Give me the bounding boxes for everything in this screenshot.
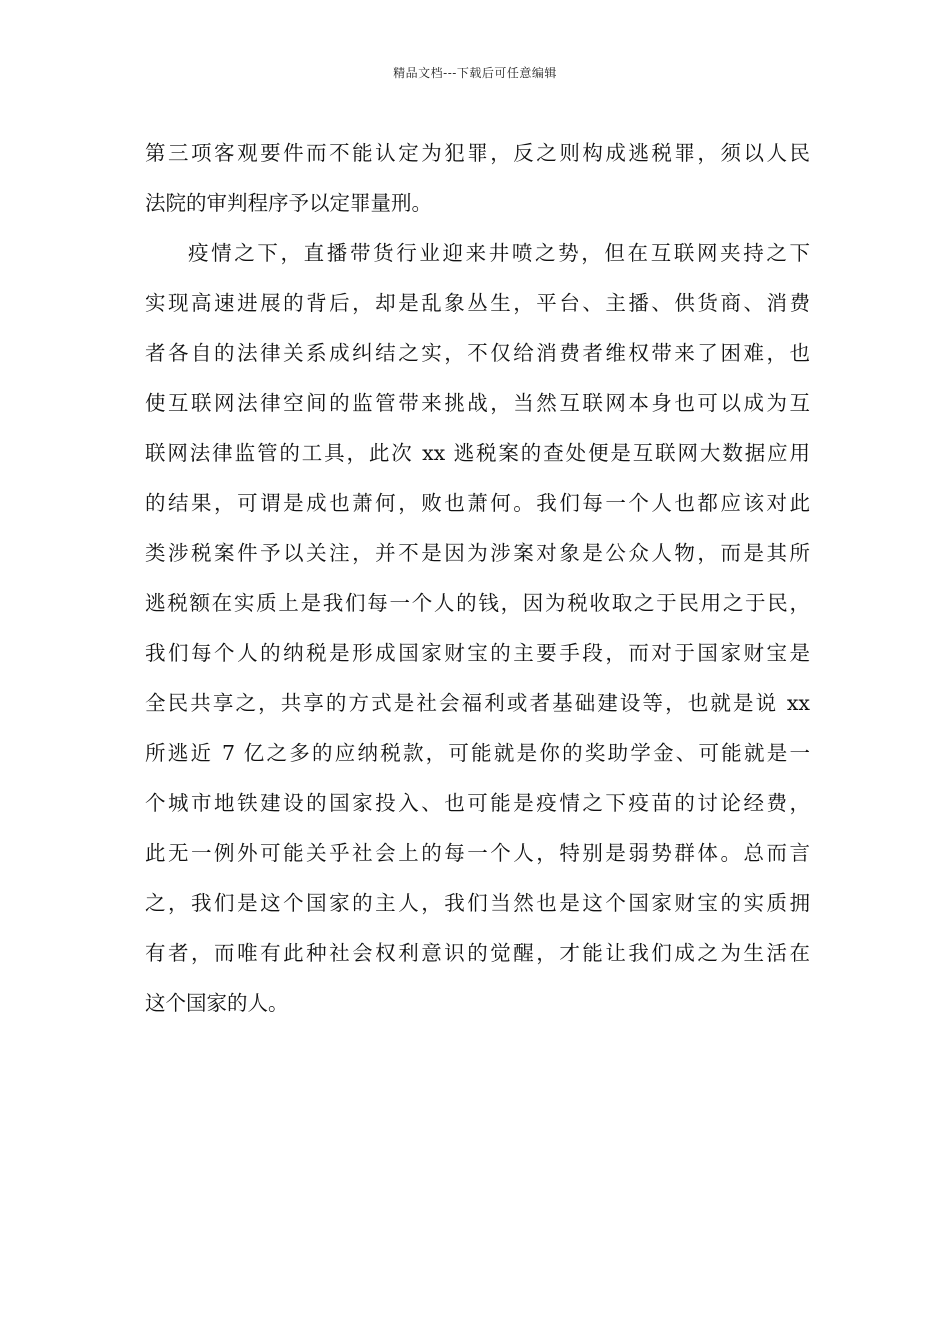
text-line: 有者，而唯有此种社会权利意识的觉醒，才能让我们成之为生活在 — [145, 941, 810, 965]
text-line: 疫情之下，直播带货行业迎来井喷之势，但在互联网夹持之下 — [188, 241, 810, 265]
text-line: 这个国家的人。 — [145, 991, 289, 1015]
text-line: 此无一例外可能关乎社会上的每一个人，特别是弱势群体。总而言 — [145, 841, 810, 865]
document-body — [145, 128, 810, 1028]
text-line: 法院的审判程序予以定罪量刑。 — [145, 191, 432, 215]
text-line: 第三项客观要件而不能认定为犯罪，反之则构成逃税罪，须以人民 — [145, 141, 810, 165]
text-line: 者各自的法律关系成纠结之实，不仅给消费者维权带来了困难，也 — [145, 341, 810, 365]
text-line: 全民共享之，共享的方式是社会福利或者基础建设等，也就是说 xx — [145, 691, 810, 715]
text-line: 之，我们是这个国家的主人，我们当然也是这个国家财宝的实质拥 — [145, 891, 810, 915]
text-line: 的结果，可谓是成也萧何，败也萧何。我们每一个人也都应该对此 — [145, 491, 810, 515]
text-line: 类涉税案件予以关注，并不是因为涉案对象是公众人物，而是其所 — [145, 541, 810, 565]
paragraph — [145, 228, 810, 1028]
page-header: 精品文档---下载后可任意编辑 — [393, 66, 557, 80]
text-line: 所逃近 7 亿之多的应纳税款，可能就是你的奖助学金、可能就是一 — [145, 741, 810, 765]
text-line: 逃税额在实质上是我们每一个人的钱，因为税收取之于民用之于民， — [145, 591, 810, 615]
text-line: 实现高速进展的背后，却是乱象丛生，平台、主播、供货商、消费 — [145, 291, 810, 315]
paragraph — [145, 128, 810, 228]
text-line: 联网法律监管的工具，此次 xx 逃税案的查处便是互联网大数据应用 — [145, 441, 810, 465]
text-line: 使互联网法律空间的监管带来挑战，当然互联网本身也可以成为互 — [145, 391, 810, 415]
text-line: 个城市地铁建设的国家投入、也可能是疫情之下疫苗的讨论经费， — [145, 791, 810, 815]
text-line: 我们每个人的纳税是形成国家财宝的主要手段，而对于国家财宝是 — [145, 641, 810, 665]
